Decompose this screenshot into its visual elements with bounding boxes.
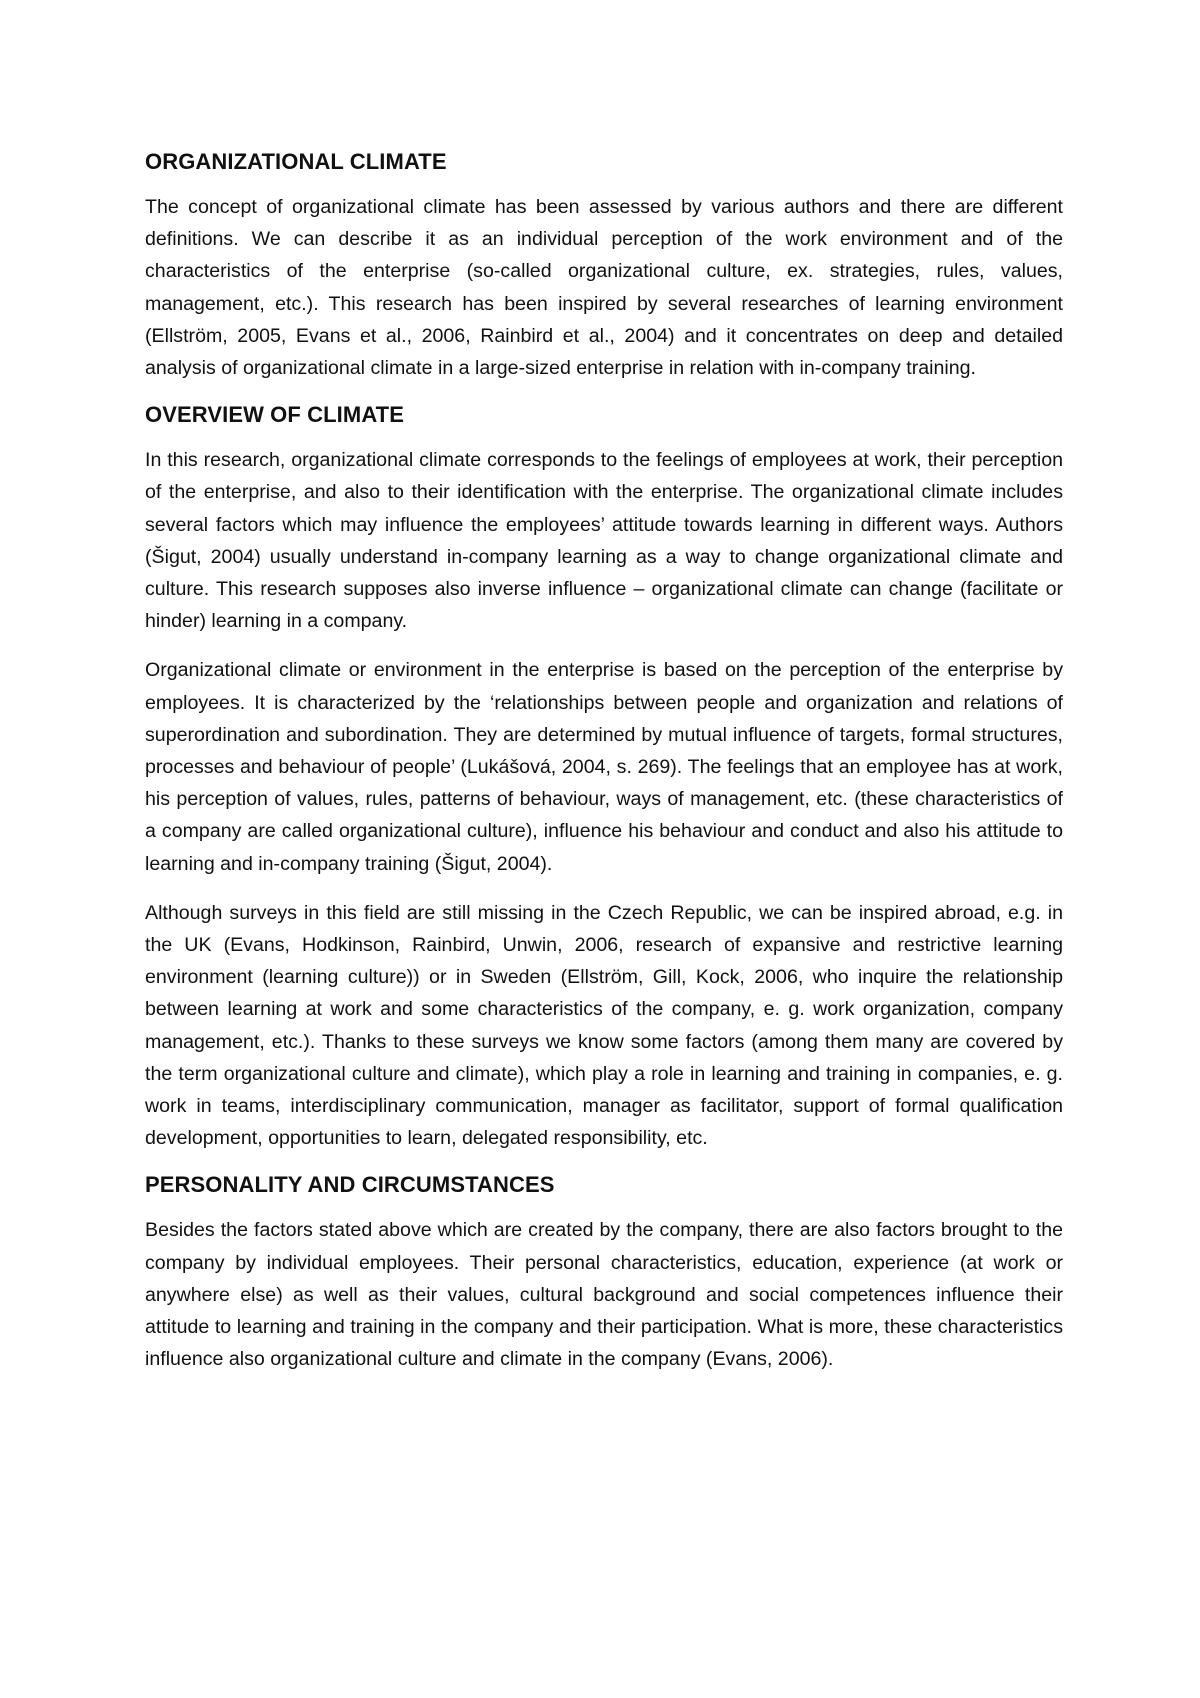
paragraph: The concept of organizational climate has been assessed by various authors and there are different definitions. We can describe it as an individual perception of the work environment and of the characteristics of the enterprise (so-called organizational culture, ex. strategies, rules, values, management, etc.). This research has been inspired by several researches of learning environment (Ellström, 2005, Evans et al., 2006, Rainbird et al., 2004) and it concentrates on deep and detailed analysis of organizational climate in a large-sized enterprise in relation with in-company training. [145, 196, 1063, 380]
section-heading: OVERVIEW OF CLIMATE [145, 402, 404, 428]
section-heading: ORGANIZATIONAL CLIMATE [145, 149, 447, 174]
paragraph: Besides the factors stated above which are created by the company, there are also factors brought to the company by individual employees. Their personal characteristics, education, experience (at work or anywhere else) as well as their values, cultural background and social competences influence their attitude to learning and training in the company and their participation. What is more, these characteristics influence also organizational culture and climate in the company (Evans, 2006). [145, 1219, 1063, 1371]
paragraph: Organizational climate or environment in the enterprise is based on the perception of the enterprise by employees. It is characterized by the ‘relationships between people and organization and relations of superordination and subordination. They are determined by mutual influence of targets, formal structures, processes and behaviour of people’ (Lukášová, 2004, s. 269). The feelings that an employee has at work, his perception of values, rules, patterns of behaviour, ways of management, etc. (these characteristics of a company are called organizational culture), influence his behaviour and conduct and also his attitude to learning and in-company training (Šigut, 2004). [145, 659, 1063, 875]
section-heading: PERSONALITY AND CIRCUMSTANCES [145, 1172, 555, 1198]
section-overview-of-climate [145, 401, 1063, 1154]
section-organizational-climate [145, 148, 1063, 384]
document-page [145, 148, 1063, 1393]
paragraph: In this research, organizational climate corresponds to the feelings of employees at work, their perception of the enterprise, and also to their identification with the enterprise. The organizational climate includes several factors which may influence the employees’ attitude towards learning in different ways. Authors (Šigut, 2004) usually understand in-company learning as a way to change organizational climate and culture. This research supposes also inverse influence – organizational climate can change (facilitate or hinder) learning in a company. [145, 449, 1063, 633]
section-personality-and-circumstances [145, 1171, 1063, 1375]
paragraph: Although surveys in this field are still missing in the Czech Republic, we can be inspired abroad, e.g. in the UK (Evans, Hodkinson, Rainbird, Unwin, 2006, research of expansive and restrictive learning environment (learning culture)) or in Sweden (Ellström, Gill, Kock, 2006, who inquire the relationship between learning at work and some characteristics of the company, e. g. work organization, company management, etc.). Thanks to these surveys we know some factors (among them many are covered by the term organizational culture and climate), which play a role in learning and training in companies, e. g. work in teams, interdisciplinary communication, manager as facilitator, support of formal qualification development, opportunities to learn, delegated responsibility, etc. [145, 901, 1063, 1150]
